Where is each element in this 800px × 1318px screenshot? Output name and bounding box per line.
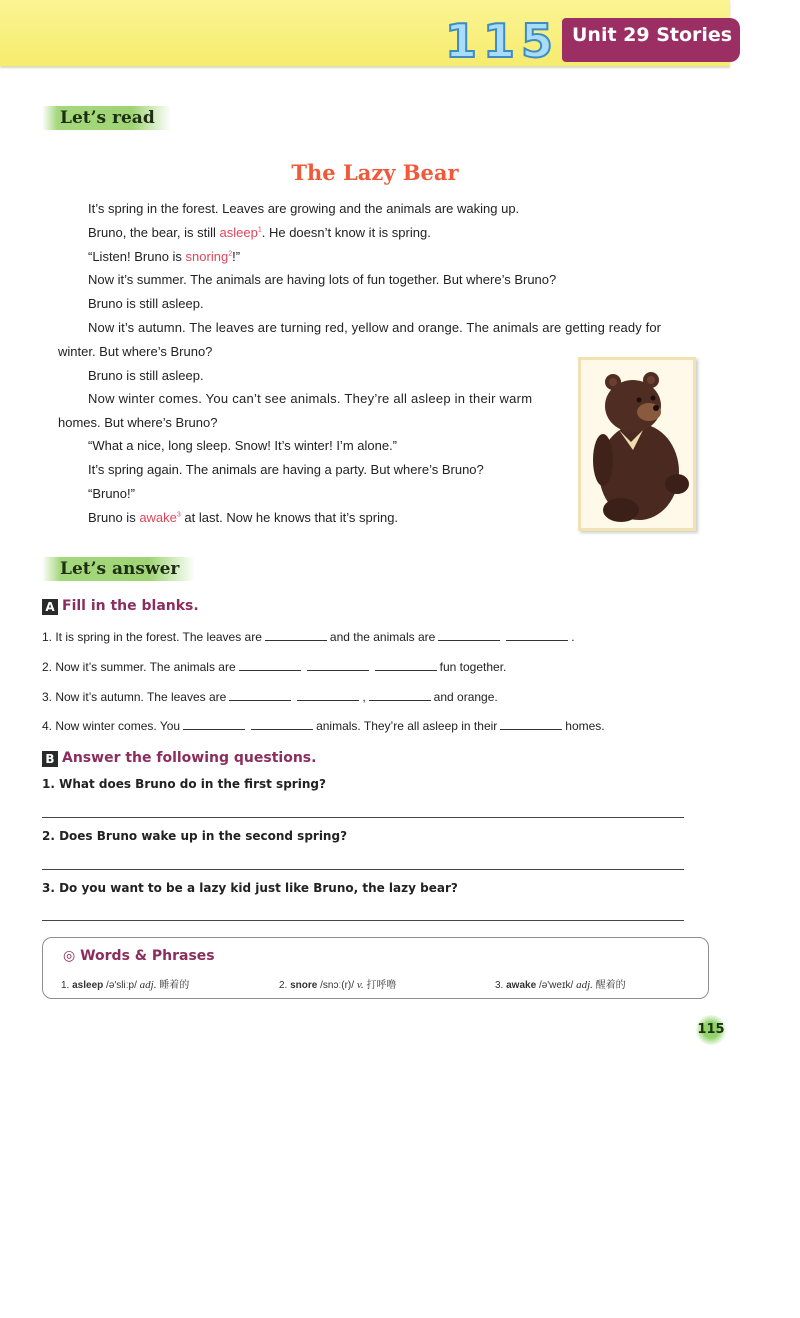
blank-field[interactable] [500, 720, 562, 730]
text-run: and the animals are [329, 630, 436, 644]
story-paragraph [88, 510, 398, 526]
story-paragraph: It’s spring in the forest. Leaves are growing and the animals are waking up. [88, 201, 520, 216]
story-paragraph: It’s spring again. The animals are having a party. But where’s Bruno? [88, 462, 484, 477]
blank-field[interactable] [229, 691, 291, 701]
entry-word: asleep [72, 980, 104, 991]
text-run: 2. Now it’s summer. The animals are [42, 660, 236, 674]
question-1: 1. What does Bruno do in the first spring? [42, 777, 326, 791]
footer-page-number: 115 [695, 1015, 727, 1045]
text-run: 3. Now it’s autumn. The leaves are [42, 690, 227, 704]
text-run: animals. They’re all asleep in their [316, 719, 498, 733]
entry-pos: adj. [576, 979, 593, 991]
text-run: !” [232, 249, 241, 264]
part-b-letter: B [42, 751, 58, 767]
blank-field[interactable] [265, 631, 327, 641]
unit-tab: Unit 29 Stories [562, 18, 740, 62]
footnote-marker: 1 [257, 226, 262, 234]
lets-answer-label: Let’s answer [42, 557, 195, 581]
fill-blank-item-3 [42, 690, 498, 704]
entry-number: 3. [495, 980, 504, 991]
bear-illustration [578, 357, 696, 531]
text-run: “Listen! Bruno is [88, 249, 186, 264]
part-a-title: Fill in the blanks. [62, 598, 199, 614]
blank-field[interactable] [297, 691, 359, 701]
question-3: 3. Do you want to be a lazy kid just like Bruno, the lazy bear? [42, 881, 458, 895]
entry-pos: v. [356, 979, 364, 991]
fill-blank-item-4 [42, 719, 605, 733]
story-paragraph: Now winter comes. You can’t see animals. They’re all asleep in their warm [88, 391, 533, 406]
story-paragraph: winter. But where’s Bruno? [58, 344, 213, 359]
answer-line-1[interactable] [42, 817, 684, 818]
entry-phonetic: /snɔː(r)/ [320, 980, 355, 991]
text-run: fun together. [439, 660, 507, 674]
text-run: at last. Now he knows that it’s spring. [180, 510, 399, 525]
entry-translation: 醒着的 [595, 980, 626, 991]
footnote-marker: 2 [228, 250, 233, 258]
answer-line-3[interactable] [42, 920, 684, 921]
fill-blank-item-2 [42, 660, 506, 674]
entry-phonetic: /ə'weɪk/ [538, 980, 574, 991]
part-b-title: Answer the following questions. [62, 750, 317, 766]
vocab-entry-2 [279, 976, 396, 991]
entry-word: snore [290, 980, 318, 991]
blank-field[interactable] [375, 661, 437, 671]
blank-field[interactable] [369, 691, 431, 701]
story-paragraph: “Bruno!” [88, 486, 135, 501]
vocab-entry-3 [495, 976, 626, 991]
text-run: Bruno is [88, 510, 140, 525]
blank-field[interactable] [251, 720, 313, 730]
answer-line-2[interactable] [42, 869, 684, 870]
entry-translation: 打呼噜 [366, 980, 397, 991]
part-a-heading [42, 598, 199, 615]
entry-pos: adj. [139, 979, 157, 991]
entry-number: 1. [61, 980, 70, 991]
part-a-letter: A [42, 599, 58, 615]
story-paragraph: Bruno is still asleep. [88, 368, 204, 383]
question-2: 2. Does Bruno wake up in the second spring? [42, 829, 348, 843]
text-run: . He doesn’t know it is spring. [261, 225, 431, 240]
story-paragraph: Now it’s autumn. The leaves are turning red, yellow and orange. The animals are getting ready for [88, 320, 662, 335]
text-run: 1. It is spring in the forest. The leaves are [42, 630, 262, 644]
entry-number: 2. [279, 980, 288, 991]
blank-field[interactable] [307, 661, 369, 671]
vocab-snoring: snoring [185, 249, 229, 264]
text-run: homes. [565, 719, 605, 733]
entry-word: awake [506, 980, 537, 991]
text-run: 4. Now winter comes. You [42, 719, 181, 733]
story-paragraph: Bruno is still asleep. [88, 296, 204, 311]
words-phrases-title: ◎ Words & Phrases [63, 948, 215, 964]
story-title: The Lazy Bear [291, 160, 459, 185]
vocab-awake: awake [139, 510, 177, 525]
vocab-entry-1 [61, 976, 189, 991]
text-run: , [362, 690, 366, 704]
entry-translation: 睡着的 [159, 980, 190, 991]
story-paragraph [88, 225, 431, 241]
lets-read-label: Let’s read [42, 106, 171, 130]
text-run: . [571, 630, 575, 644]
blank-field[interactable] [183, 720, 245, 730]
text-run: and orange. [433, 690, 498, 704]
fill-blank-item-1 [42, 630, 575, 644]
footnote-marker: 3 [176, 511, 181, 519]
blank-field[interactable] [438, 631, 500, 641]
story-paragraph: homes. But where’s Bruno? [58, 415, 218, 430]
words-phrases-box [42, 937, 709, 999]
story-paragraph: Now it’s summer. The animals are having lots of fun together. But where’s Bruno? [88, 272, 557, 287]
part-b-heading [42, 750, 316, 767]
vocab-asleep: asleep [219, 225, 258, 240]
blank-field[interactable] [239, 661, 301, 671]
story-paragraph [88, 249, 240, 265]
blank-field[interactable] [506, 631, 568, 641]
entry-phonetic: /ə'sliːp/ [106, 980, 137, 991]
header-page-number: 115 [445, 14, 560, 68]
bear-icon [581, 360, 693, 528]
text-run: Bruno, the bear, is still [88, 225, 220, 240]
story-paragraph: “What a nice, long sleep. Snow! It’s winter! I’m alone.” [88, 438, 398, 453]
